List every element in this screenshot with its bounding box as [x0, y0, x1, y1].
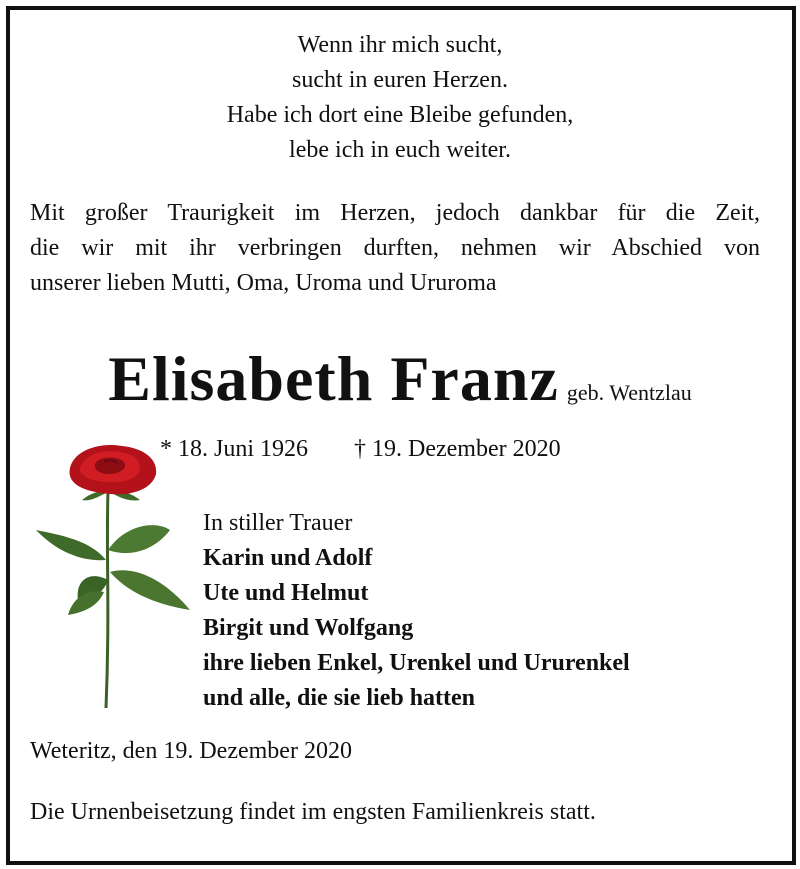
- place-date: Weteritz, den 19. Dezember 2020: [30, 738, 352, 764]
- life-dates: [160, 436, 561, 463]
- birth-name: geb. Wentzlau: [566, 380, 692, 405]
- mourner-name: ihre lieben Enkel, Urenkel und Ururenkel: [203, 650, 630, 676]
- intro-line: die wir mit ihr verbringen durften, nehmen wir Abschied von: [30, 235, 760, 261]
- mourner-name: Karin und Adolf: [203, 545, 373, 571]
- mourners-heading: In stiller Trauer: [203, 510, 353, 536]
- poem-line: Wenn ihr mich sucht,: [297, 32, 503, 58]
- poem-line: Habe ich dort eine Bleibe gefunden,: [226, 102, 574, 128]
- birth-date: * 18. Juni 1926: [160, 436, 309, 462]
- poem-line: sucht in euren Herzen.: [292, 67, 508, 93]
- poem: [0, 28, 800, 168]
- rose-icon: [30, 440, 210, 710]
- intro-line: unserer lieben Mutti, Oma, Uroma und Ururoma: [30, 270, 497, 296]
- closing-note: Die Urnenbeisetzung findet im engsten Familienkreis statt.: [30, 799, 596, 825]
- intro-text: [30, 196, 760, 301]
- mourner-name: Ute und Helmut: [203, 580, 369, 606]
- deceased-name: Elisabeth Franz: [108, 343, 559, 414]
- mourner-name: Birgit und Wolfgang: [203, 615, 414, 641]
- deceased-name-row: [0, 342, 800, 416]
- intro-line: Mit großer Traurigkeit im Herzen, jedoch dankbar für die Zeit,: [30, 200, 760, 226]
- mourners-block: [203, 506, 630, 716]
- mourner-name: und alle, die sie lieb hatten: [203, 685, 476, 711]
- poem-line: lebe ich in euch weiter.: [289, 137, 511, 163]
- death-date: † 19. Dezember 2020: [354, 436, 561, 462]
